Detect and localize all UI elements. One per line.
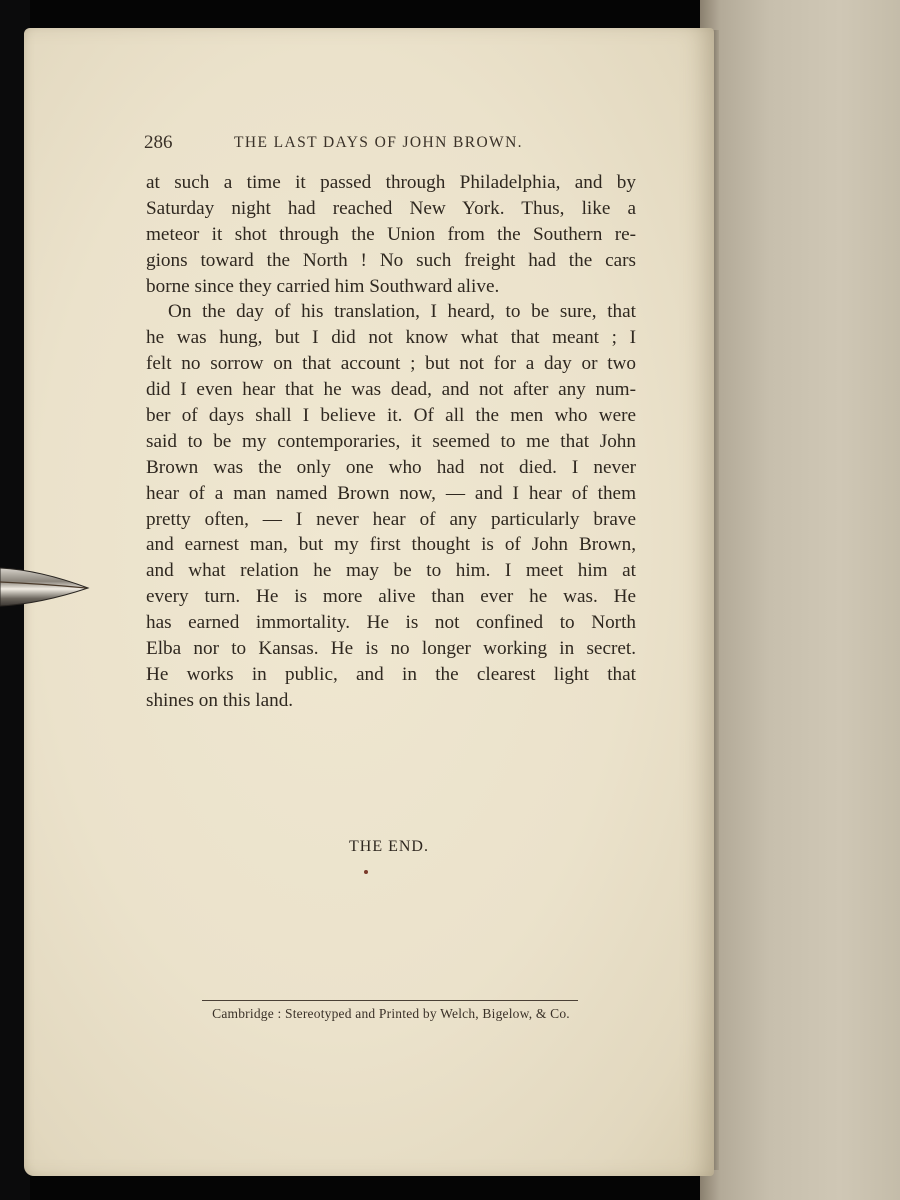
text-line: felt no sorrow on that account ; but not for a day or two [146, 353, 636, 375]
text-line: and earnest man, but my first thought is of John Brown, [146, 534, 636, 556]
text-line: ber of days shall I believe it. Of all the men who were [146, 405, 636, 427]
body-text [146, 170, 636, 714]
imprint-rule [202, 1000, 578, 1001]
running-head: THE LAST DAYS OF JOHN BROWN. [234, 134, 523, 151]
text-line: meteor it shot through the Union from the Southern re- [146, 223, 636, 245]
text-line: and what relation he may be to him. I meet him at [146, 560, 636, 582]
book-page [24, 28, 714, 1176]
text-line: gions toward the North ! No such freight had the cars [146, 249, 636, 271]
printer-imprint: Cambridge : Stereotyped and Printed by Welch, Bigelow, & Co. [212, 1006, 570, 1021]
text-line: He works in public, and in the clearest light that [146, 663, 636, 685]
text-line: hear of a man named Brown now, — and I hear of them [146, 482, 636, 504]
text-line: On the day of his translation, I heard, to be sure, that [168, 301, 636, 323]
text-line: pretty often, — I never hear of any particularly brave [146, 508, 636, 530]
text-line: every turn. He is more alive than ever he was. He [146, 586, 636, 608]
metal-pointer-icon [0, 562, 90, 608]
text-line: said to be my contemporaries, it seemed to me that John [146, 430, 636, 452]
the-end-heading: THE END. [349, 838, 429, 855]
text-line: Elba nor to Kansas. He is no longer working in secret. [146, 638, 636, 660]
text-line: has earned immortality. He is not confined to North [146, 612, 636, 634]
text-line: he was hung, but I did not know what that meant ; I [146, 327, 636, 349]
page-number: 286 [144, 132, 173, 153]
text-line: shines on this land. [146, 689, 294, 711]
text-line: at such a time it passed through Philadelphia, and by [146, 172, 636, 193]
page-header [144, 132, 574, 158]
text-line: Brown was the only one who had not died. I never [146, 456, 636, 478]
text-line: borne since they carried him Southward alive. [146, 275, 500, 297]
text-line: Saturday night had reached New York. Thus, like a [146, 197, 636, 219]
ornament-dot [364, 870, 368, 874]
facing-page [700, 0, 900, 1200]
text-line: did I even hear that he was dead, and not after any num- [146, 379, 636, 401]
